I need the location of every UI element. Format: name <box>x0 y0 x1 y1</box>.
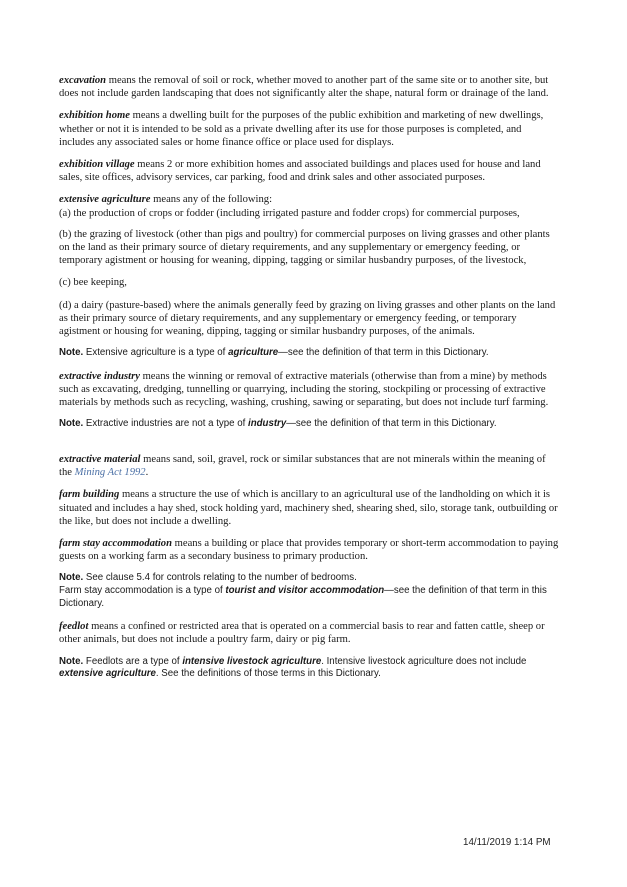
definition-farm-building <box>59 488 559 528</box>
term: farm building <box>59 489 120 501</box>
definition-extractive-material <box>59 453 559 479</box>
note-label: Note. <box>59 572 84 584</box>
term: extractive material <box>59 454 141 466</box>
definition-extractive-industry <box>59 370 559 410</box>
note-label: Note. <box>59 418 84 430</box>
note-term-ref: extensive agriculture <box>59 668 156 680</box>
definition-exhibition-village <box>59 158 559 184</box>
note-farm-stay <box>59 572 559 610</box>
note-text: —see the definition of that term in this Dictionary. <box>59 585 547 609</box>
term: feedlot <box>59 621 89 633</box>
definition-text: means the winning or removal of extractive materials (otherwise than from a mine) by methods such as excavating, dredging, tunnelling or quarrying, including the storing, stockpiling or processing of extractive materials by methods such as recycling, washing, crushing, sawing or separating, but does not include turf farming. <box>59 370 549 409</box>
note-extensive-agriculture <box>59 347 559 360</box>
definition-text: means a building or place that provides temporary or short-term accommodation to paying guests on a working farm as a secondary business to primary production. <box>59 538 559 563</box>
note-term-ref: industry <box>248 418 287 430</box>
note-text: See clause 5.4 for controls relating to the number of bedrooms. <box>83 572 357 584</box>
note-text: —see the definition of that term in this Dictionary. <box>278 347 489 359</box>
term: extensive agriculture <box>59 194 151 206</box>
definition-text: means any of the following: <box>150 194 273 206</box>
definition-exhibition-home <box>59 109 559 149</box>
list-item: (a) the production of crops or fodder (including irrigated pasture and fodder crops) for commercial purposes, <box>59 207 520 219</box>
term: exhibition village <box>59 159 135 171</box>
note-text: Extensive agriculture is a type of <box>83 347 229 359</box>
term: extractive industry <box>59 370 140 382</box>
note-text: Extractive industries are not a type of <box>83 418 248 430</box>
definition-text: means a structure the use of which is ancillary to an agricultural use of the landholding on which it is situated and includes a hay shed, stock holding yard, machinery shed, shearing shed, silo, storage tank, outbuilding or the like, but does not include a dwelling. <box>59 489 558 527</box>
term: farm stay accommodation <box>59 538 172 550</box>
definition-excavation <box>59 74 559 100</box>
note-text: Feedlots are a type of <box>83 655 183 667</box>
definition-text: means sand, soil, gravel, rock or similar substances that are not minerals within the meaning of the <box>59 454 546 479</box>
note-term-ref: tourist and visitor accommodation <box>225 585 385 597</box>
term: exhibition home <box>59 110 130 122</box>
definition-text: means the removal of soil or rock, whether moved to another part of the same site or to another site, but does not include garden landscaping that does not significantly alter the shape, natural form or drainage of the land. <box>59 75 549 100</box>
note-term-ref: intensive livestock agriculture <box>182 655 322 667</box>
dictionary-page <box>59 74 559 691</box>
definition-farm-stay-accommodation <box>59 537 559 563</box>
definition-feedlot <box>59 620 559 646</box>
note-text: . Intensive livestock agriculture does not include <box>321 655 527 667</box>
spacer <box>59 441 559 453</box>
note-text: Farm stay accommodation is a type of <box>59 585 226 597</box>
list-item: (b) the grazing of livestock (other than pigs and poultry) for commercial purposes on living grasses and other plants on the land as their primary source of dietary requirements, and any supplementary or emergency feeding, or temporary agistment or housing for weaning, dipping, tagging or similar husbandry purposes, of the livestock, <box>59 228 550 267</box>
definition-extensive-agriculture <box>59 193 559 206</box>
note-label: Note. <box>59 655 84 667</box>
note-term-ref: agriculture <box>228 347 279 359</box>
definition-text: means a confined or restricted area that is operated on a commercial basis to rear and fatten cattle, sheep or other animals, but does not include a poultry farm, dairy or pig farm. <box>59 621 545 646</box>
list-item: (c) bee keeping, <box>59 277 127 289</box>
term: excavation <box>59 75 107 86</box>
note-extractive-industry <box>59 418 559 431</box>
print-timestamp: 14/11/2019 1:14 PM <box>463 837 551 848</box>
note-label: Note. <box>59 347 84 359</box>
note-feedlot <box>59 656 559 681</box>
act-link[interactable]: Mining Act 1992 <box>74 467 146 479</box>
definition-text: . <box>145 467 149 479</box>
definition-text: means 2 or more exhibition homes and associated buildings and places used for house and land sales, site offices, advisory services, car parking, food and drink sales and other associated purposes. <box>59 159 541 184</box>
note-text: . See the definitions of those terms in this Dictionary. <box>155 668 381 680</box>
list-item: (d) a dairy (pasture-based) where the animals generally feed by grazing on living grasses and other plants on the land as their primary source of dietary requirements, and any supplementary or emergency feeding, or temporary agistment or housing for weaning, dipping, tagging or similar husbandry purposes, of the animals. <box>59 299 556 338</box>
note-text: —see the definition of that term in this Dictionary. <box>286 418 497 430</box>
definition-text: means a dwelling built for the purposes of the public exhibition and marketing of new dwellings, whether or not it is intended to be sold as a private dwelling after its use for those purposes is completed, and includes any associated sales or home finance office or place used for displays. <box>59 110 544 148</box>
